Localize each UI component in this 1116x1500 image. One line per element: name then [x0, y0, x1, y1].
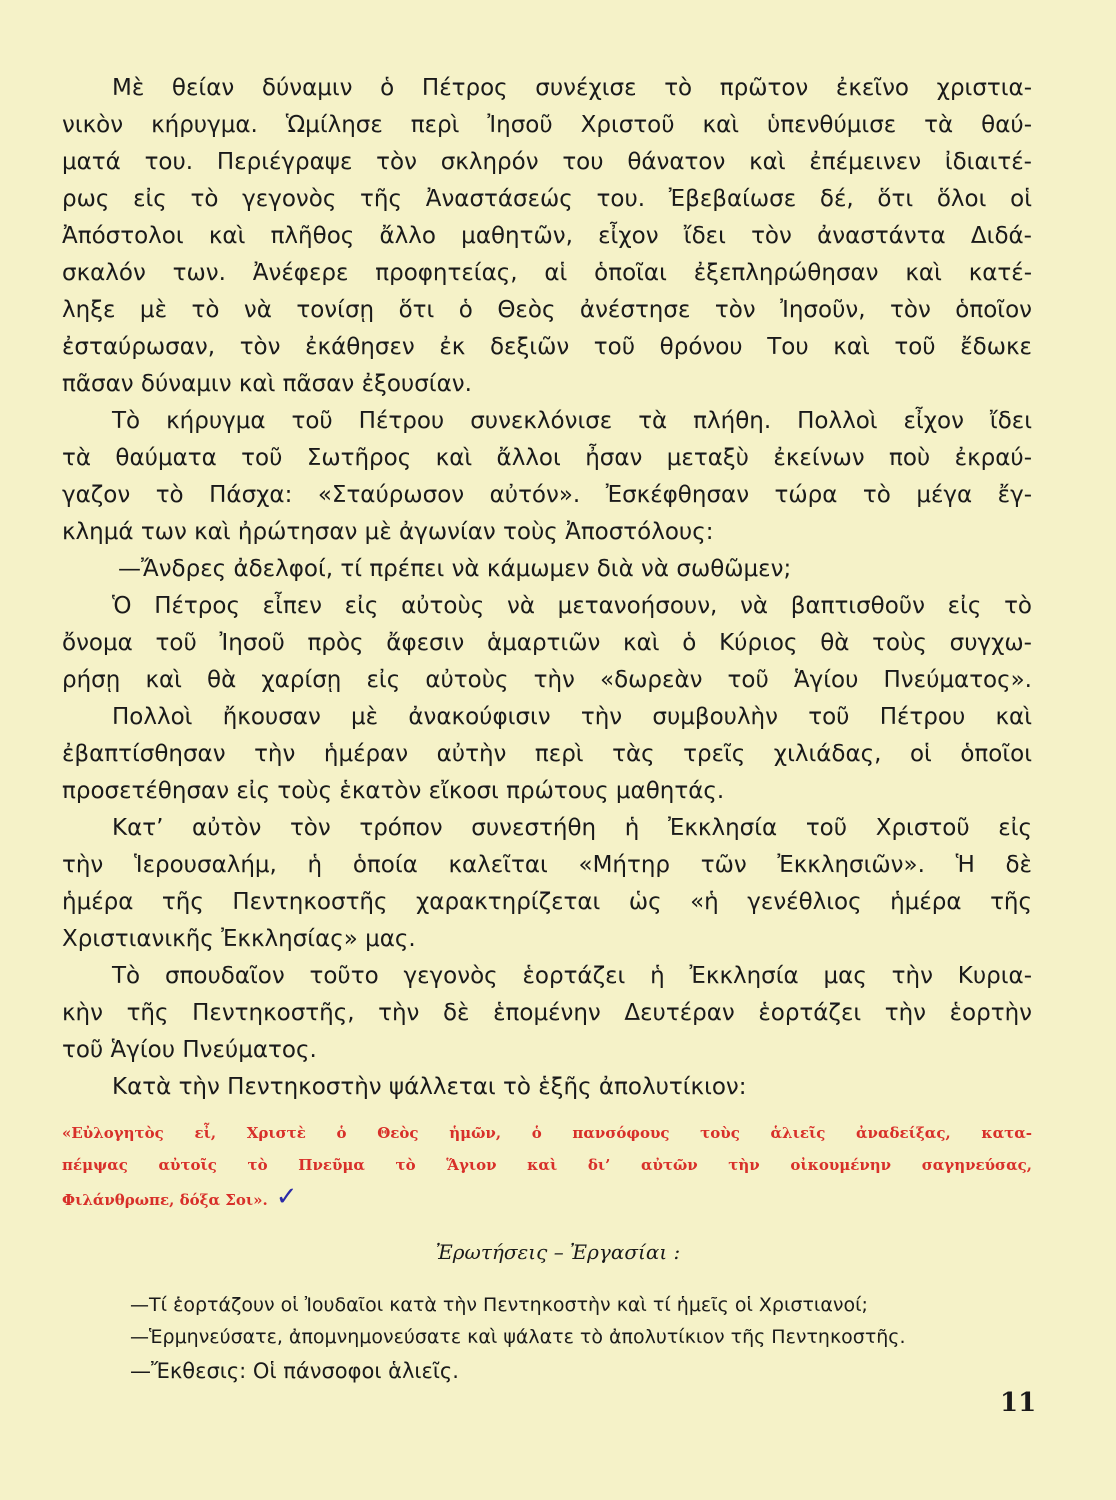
text-line: προσετέθησαν εἰς τοὺς ἑκατὸν εἴκοσι πρώτους μαθητάς. — [62, 778, 725, 804]
apolytikion-end: Φιλάνθρωπε, δόξα Σοι». — [62, 1191, 268, 1209]
text-line: πᾶσαν δύναμιν καὶ πᾶσαν ἐξουσίαν. — [62, 371, 472, 397]
question-line: —Ἔκθεσις: Οἱ πάνσοφοι ἁλιεῖς. — [130, 1359, 459, 1383]
question-line: —Ἑρμηνεύσατε, ἀπομνημονεύσατε καὶ ψάλατε τὸ ἀπολυτίκιον τῆς Πεντηκοστῆς. — [130, 1326, 906, 1348]
text-line: γαζον τὸ Πάσχα: «Σταύρωσον αὐτόν». Ἐσκέφθησαν τώρα τὸ μέγα ἔγ- — [62, 482, 1032, 508]
text-line: Πολλοὶ ἤκουσαν μὲ ἀνακούφισιν τὴν συμβουλὴν τοῦ Πέτρου καὶ — [112, 704, 1032, 730]
question-line: —Τί ἑορτάζουν οἱ Ἰουδαῖοι κατὰ τὴν Πεντηκοστὴν καὶ τί ἡμεῖς οἱ Χριστιανοί; — [130, 1294, 868, 1316]
text-line: ὄνομα τοῦ Ἰησοῦ πρὸς ἄφεσιν ἁμαρτιῶν καὶ ὁ Κύριος θὰ τοὺς συγχω- — [62, 630, 1032, 656]
text-line: τὴν Ἱερουσαλήμ, ἡ ὁποία καλεῖται «Μήτηρ τῶν Ἐκκλησιῶν». Ἡ δὲ — [62, 852, 1032, 878]
section-heading: Ἐρωτήσεις – Ἐργασίαι : — [435, 1240, 681, 1264]
text-line: σκαλόν των. Ἀνέφερε προφητείας, αἱ ὁποῖαι ἐξεπληρώθησαν καὶ κατέ- — [62, 260, 1032, 286]
text-line: ληξε μὲ τὸ νὰ τονίσῃ ὅτι ὁ Θεὸς ἀνέστησε τὸν Ἰησοῦν, τὸν ὁποῖον — [62, 297, 1032, 323]
text-line: Κατὰ τὴν Πεντηκοστὴν ψάλλεται τὸ ἑξῆς ἀπολυτίκιον: — [112, 1074, 747, 1100]
text-line: νικὸν κήρυγμα. Ὡμίλησε περὶ Ἰησοῦ Χριστοῦ καὶ ὑπενθύμισε τὰ θαύ- — [62, 112, 1032, 138]
text-line: ἐβαπτίσθησαν τὴν ἡμέραν αὐτὴν περὶ τὰς τρεῖς χιλιάδας, οἱ ὁποῖοι — [62, 741, 1032, 767]
check-mark-icon: ✓ — [275, 1182, 298, 1212]
page-number: 11 — [1000, 1388, 1037, 1418]
apolytikion-line — [62, 1182, 1032, 1215]
text-line: τὰ θαύματα τοῦ Σωτῆρος καὶ ἄλλοι ἦσαν μεταξὺ ἐκείνων ποὺ ἐκραύ- — [62, 445, 1032, 471]
dialogue-line: —Ἄνδρες ἀδελφοί, τί πρέπει νὰ κάμωμεν διὰ νὰ σωθῶμεν; — [118, 556, 792, 582]
text-line: τοῦ Ἁγίου Πνεύματος. — [62, 1037, 317, 1063]
text-line: κὴν τῆς Πεντηκοστῆς, τὴν δὲ ἑπομένην Δευτέραν ἑορτάζει τὴν ἑορτὴν — [62, 1000, 1032, 1026]
text-line: Τὸ σπουδαῖον τοῦτο γεγονὸς ἑορτάζει ἡ Ἐκκλησία μας τὴν Κυρια- — [112, 963, 1032, 989]
text-line: κλημά των καὶ ἠρώτησαν μὲ ἀγωνίαν τοὺς Ἀποστόλους: — [62, 519, 714, 545]
text-line: ἐσταύρωσαν, τὸν ἐκάθησεν ἐκ δεξιῶν τοῦ θρόνου Του καὶ τοῦ ἔδωκε — [62, 334, 1032, 360]
text-line: ρήσῃ καὶ θὰ χαρίσῃ εἰς αὐτοὺς τὴν «δωρεὰν τοῦ Ἁγίου Πνεύματος». — [62, 667, 1032, 693]
text-line: Ὁ Πέτρος εἶπεν εἰς αὐτοὺς νὰ μετανοήσουν, νὰ βαπτισθοῦν εἰς τὸ — [112, 593, 1032, 619]
text-line: ρως εἰς τὸ γεγονὸς τῆς Ἀναστάσεώς του. Ἐβεβαίωσε δέ, ὅτι ὅλοι οἱ — [62, 186, 1032, 212]
apolytikion-line: «Εὐλογητὸς εἶ, Χριστὲ ὁ Θεὸς ἡμῶν, ὁ πανσόφους τοὺς ἁλιεῖς ἀναδείξας, κατα- — [62, 1124, 1032, 1142]
text-line: Ἀπόστολοι καὶ πλῆθος ἄλλο μαθητῶν, εἶχον ἴδει τὸν ἀναστάντα Διδά- — [62, 223, 1032, 249]
apolytikion-line: πέμψας αὐτοῖς τὸ Πνεῦμα τὸ Ἅγιον καὶ δι’ αὐτῶν τὴν οἰκουμένην σαγηνεύσας, — [62, 1156, 1032, 1174]
text-line: ἡμέρα τῆς Πεντηκοστῆς χαρακτηρίζεται ὡς «ἡ γενέθλιος ἡμέρα τῆς — [62, 889, 1032, 915]
text-line: ματά του. Περιέγραψε τὸν σκληρόν του θάνατον καὶ ἐπέμεινεν ἰδιαιτέ- — [62, 149, 1032, 175]
text-line: Τὸ κήρυγμα τοῦ Πέτρου συνεκλόνισε τὰ πλήθη. Πολλοὶ εἶχον ἴδει — [112, 408, 1032, 434]
text-line: Μὲ θείαν δύναμιν ὁ Πέτρος συνέχισε τὸ πρῶτον ἐκεῖνο χριστια- — [112, 75, 1032, 101]
text-line: Χριστιανικῆς Ἐκκλησίας» μας. — [62, 926, 416, 952]
text-line: Κατ’ αὐτὸν τὸν τρόπον συνεστήθη ἡ Ἐκκλησία τοῦ Χριστοῦ εἰς — [112, 815, 1032, 841]
